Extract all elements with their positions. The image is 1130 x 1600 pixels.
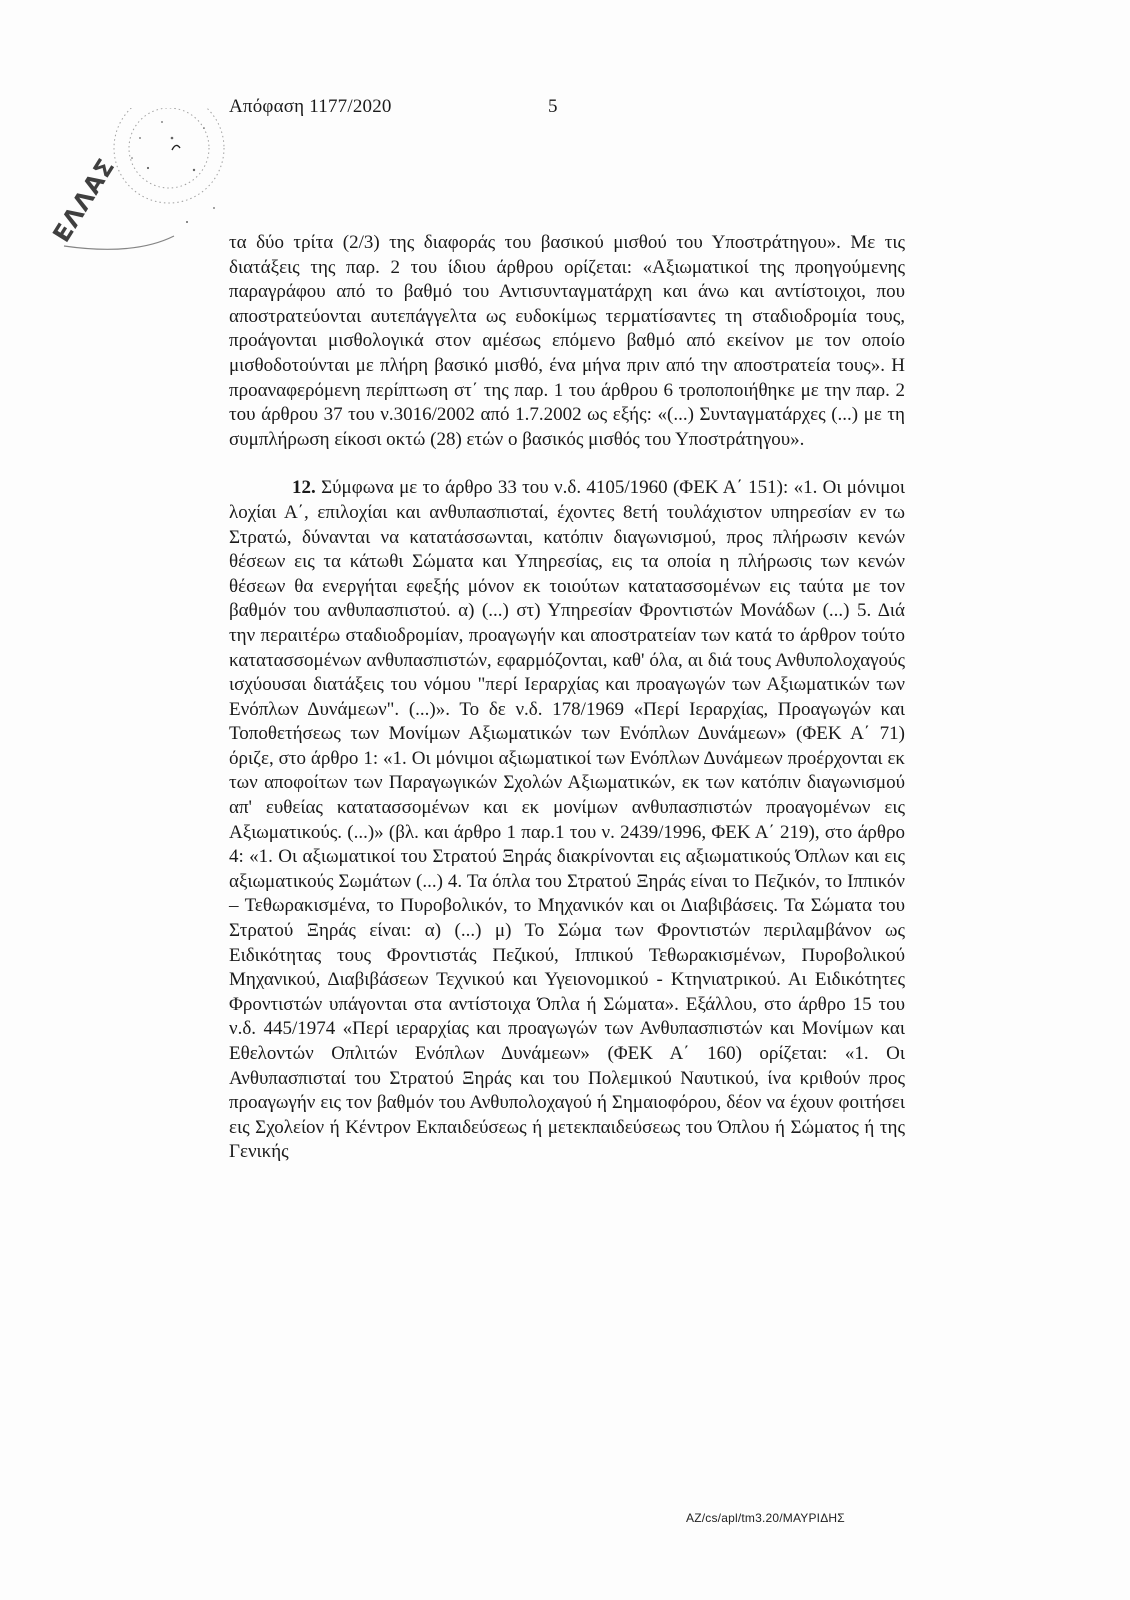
- seal-stamp-icon: [44, 108, 234, 268]
- decision-title: Απόφαση 1177/2020: [229, 96, 392, 117]
- paragraph-11-continuation: τα δύο τρίτα (2/3) της διαφοράς του βασικού μισθού του Υποστράτηγου». Με τις διατάξεις της παρ. 2 του ίδιου άρθρου ορίζεται: «Αξιωματικοί της προηγούμενης παραγράφου από το βαθμό του Αντισυνταγματάρχη και άνω και αντίστοιχοι, που αποστρατεύονται αυτεπάγγελτα ως ευδοκίμως τερματίσαντες τη σταδιοδρομία τους, προάγονται μισθολογικά στον αμέσως επόμενο βαθμό από εκείνον με τον οποίο μισθοδοτούνται με πλήρη βασικό μισθό, ένα μήνα πριν από την αποστρατεία τους». Η προαναφερόμενη περίπτωση στ΄ της παρ. 1 του άρθρου 6 τροποποιήθηκε με την παρ. 2 του άρθρου 37 του ν.3016/2002 από 1.7.2002 ως εξής: «(...) Συνταγματάρχες (...) με τη συμπλήρωση είκοσι οκτώ (28) ετών ο βασικός μισθός του Υποστράτηγου».: [229, 232, 905, 450]
- paragraph-12-text: Σύμφωνα με το άρθρο 33 του ν.δ. 4105/1960 (ΦΕΚ Α΄ 151): «1. Οι μόνιμοι λοχίαι Α΄, επιλοχίαι και ανθυπασπισταί, έχοντες 8ετή τουλάχιστον υπηρεσίαν εν τω Στρατώ, δύνανται να κατατάσσωνται, κατόπιν διαγωνισμού, προς πλήρωσιν κενών θέσεων εις τα κάτωθι Σώματα και Υπηρεσίας, εις τα οποία η πλήρωσις των κενών θέσεων θα ενεργήται εφεξής μόνον εκ τοιούτων κατατασσομένων εις ταύτα με τον βαθμόν του ανθυπασπιστού. α) (...) στ) Υπηρεσίαν Φροντιστών Μονάδων (...) 5. Διά την περαιτέρω σταδιοδρομίαν, προαγωγήν και αποστρατείαν των κατά το άρθρον τούτο κατατασσομένων ανθυπασπιστών, εφαρμόζονται, καθ' όλα, αι διά τους Ανθυπολοχαγούς ισχύουσαι διατάξεις του νόμου "περί Ιεραρχίας και προαγωγών των Αξιωματικών των Ενόπλων Δυνάμεων". (...)». Το δε ν.δ. 178/1969 «Περί Ιεραρχίας, Προαγωγών και Τοποθετήσεως των Μονίμων Αξιωματικών των Ενόπλων Δυνάμεων» (ΦΕΚ Α΄ 71) όριζε, στο άρθρο 1: «1. Οι μόνιμοι αξιωματικοί των Ενόπλων Δυνάμεων προέρχονται εκ των αποφοίτων των Παραγωγικών Σχολών Αξιωματικών, εκ των κατόπιν διαγωνισμού απ' ευθείας κατατασσομένων και εκ μονίμων ανθυπασπιστών προαγομένων εις Αξιωματικούς. (...)» (βλ. και άρθρο 1 παρ.1 του ν. 2439/1996, ΦΕΚ Α΄ 219), στο άρθρο 4: «1. Οι αξιωματικοί του Στρατού Ξηράς διακρίνονται εις αξιωματικούς Όπλων και εις αξιωματικούς Σωμάτων (...) 4. Τα όπλα του Στρατού Ξηράς είναι το Πεζικόν, το Ιππικόν – Τεθωρακισμένα, το Πυροβολικόν, το Μηχανικόν και οι Διαβιβάσεις. Τα Σώματα του Στρατού Ξηράς είναι: α) (...) μ) Το Σώμα των Φροντιστών περιλαμβάνον ως Ειδικότητας τους Φροντιστάς Πεζικού, Ιππικού Τεθωρακισμένων, Πυροβολικού Μηχανικού, Διαβιβάσεων Τεχνικού και Υγειονομικού - Κτηνιατρικού. Αι Ειδικότητες Φροντιστών υπάγονται στα αντίστοιχα Όπλα ή Σώματα». Εξάλλου, στο άρθρο 15 του ν.δ. 445/1974 «Περί ιεραρχίας και προαγωγών των Ανθυπασπιστών και Μονίμων και Εθελοντών Οπλιτών Ενόπλων Δυνάμεων» (ΦΕΚ Α΄ 160) ορίζεται: «1. Οι Ανθυπασπισταί του Στρατού Ξηράς και του Πολεμικού Ναυτικού, ίνα κριθούν προς προαγωγήν εις τον βαθμόν του Ανθυπολοχαγού ή Σημαιοφόρου, δέον να έχουν φοιτήσει εις Σχολείον ή Κέντρον Εκπαιδεύσεως ή μετεκπαιδεύσεως του Όπλου ή Σώματος ή της Γενικής: [229, 477, 905, 1163]
- paragraph-12: [229, 476, 905, 1165]
- document-body: [229, 231, 905, 1165]
- page-number: 5: [548, 96, 558, 117]
- svg-text:ΕΛΛΑΣ: ΕΛΛΑΣ: [47, 153, 121, 248]
- footer-reference-code: ΑΖ/cs/apl/tm3.20/ΜΑΥΡΙΔΗΣ: [686, 1511, 845, 1525]
- paragraph-number: 12.: [292, 477, 316, 499]
